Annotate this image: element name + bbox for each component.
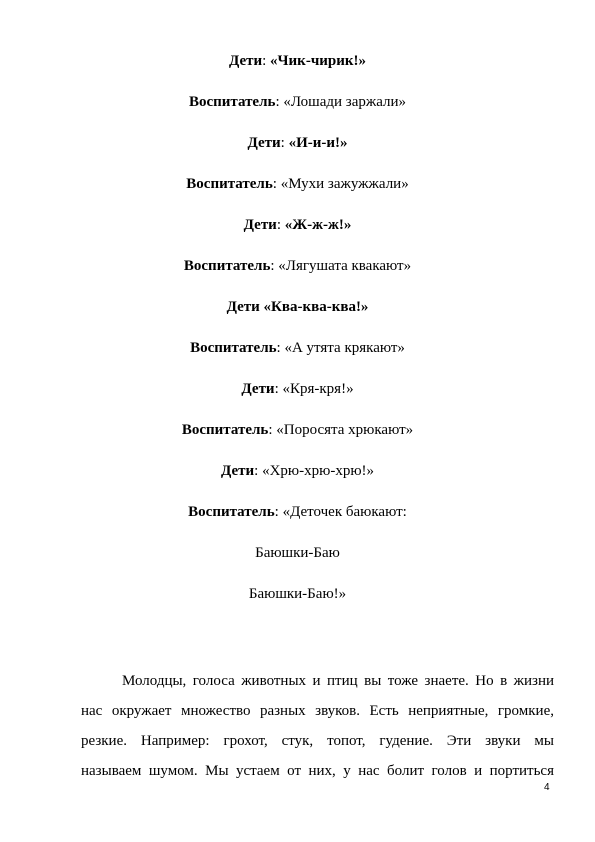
speaker: Воспитатель: [183, 258, 271, 274]
dialogue-block: [40, 52, 555, 626]
separator: :: [280, 135, 289, 151]
dialogue-line: [40, 421, 555, 439]
separator: :: [272, 176, 281, 192]
verse-line: Баюшки-Баю!»: [248, 586, 347, 602]
speaker: Дети: [247, 135, 281, 151]
line-quote: «И-и-и!»: [288, 135, 348, 151]
line-quote: «Ква-ква-ква!»: [263, 299, 369, 315]
speaker: Дети: [228, 53, 263, 69]
line-quote: «Ж-ж-ж!»: [284, 217, 352, 233]
separator: :: [274, 504, 283, 520]
dialogue-line: [40, 93, 555, 111]
dialogue-line: [40, 257, 555, 275]
separator: :: [270, 258, 279, 274]
separator: :: [276, 217, 285, 233]
separator: :: [262, 53, 271, 69]
speaker: Воспитатель: [186, 176, 273, 192]
dialogue-line: [40, 52, 555, 70]
separator: :: [254, 463, 263, 479]
speaker: Дети: [243, 217, 277, 233]
paragraph-line: нас окружает множество разных звуков. Есть неприятные, громкие,: [81, 703, 554, 719]
verse-line: Баюшки-Баю: [255, 545, 340, 561]
speaker: Дети: [226, 299, 260, 315]
line-quote: «Деточек баюкают:: [282, 504, 407, 520]
dialogue-line: [40, 216, 555, 234]
speaker: Дети: [241, 381, 275, 397]
lullaby-verse: [40, 544, 555, 603]
body-paragraph: [81, 666, 554, 786]
page-number: 4: [544, 782, 550, 793]
dialogue-line: [40, 134, 555, 152]
speaker: Воспитатель: [181, 422, 269, 438]
line-quote: «Хрю-хрю-хрю!»: [262, 463, 375, 479]
line-quote: «А утята крякают»: [284, 340, 405, 356]
dialogue-line: [40, 298, 555, 316]
paragraph-line: Молодцы, голоса животных и птиц вы тоже знаете. Но в жизни: [122, 673, 554, 689]
dialogue-line: [40, 380, 555, 398]
line-quote: «Чик-чирик!»: [270, 53, 367, 69]
dialogue-line: [40, 503, 555, 521]
paragraph-line: резкие. Например: грохот, стук, топот, гудение. Эти звуки мы: [81, 733, 554, 749]
speaker: Воспитатель: [190, 340, 277, 356]
line-quote: «Лягушата квакают»: [278, 258, 412, 274]
line-quote: «Мухи зажужжали»: [280, 176, 409, 192]
speaker: Воспитатель: [188, 504, 275, 520]
line-quote: «Лошади заржали»: [283, 94, 407, 110]
separator: :: [274, 381, 283, 397]
speaker: Воспитатель: [188, 94, 276, 110]
dialogue-line: [40, 175, 555, 193]
dialogue-line: [40, 339, 555, 357]
separator: :: [268, 422, 277, 438]
line-quote: «Поросята хрюкают»: [276, 422, 414, 438]
separator: :: [275, 94, 284, 110]
separator: :: [276, 340, 285, 356]
paragraph-line: называем шумом. Мы устаем от них, у нас болит голов и портиться: [81, 763, 554, 779]
line-quote: «Кря-кря!»: [282, 381, 354, 397]
dialogue-line: [40, 462, 555, 480]
speaker: Дети: [220, 463, 255, 479]
